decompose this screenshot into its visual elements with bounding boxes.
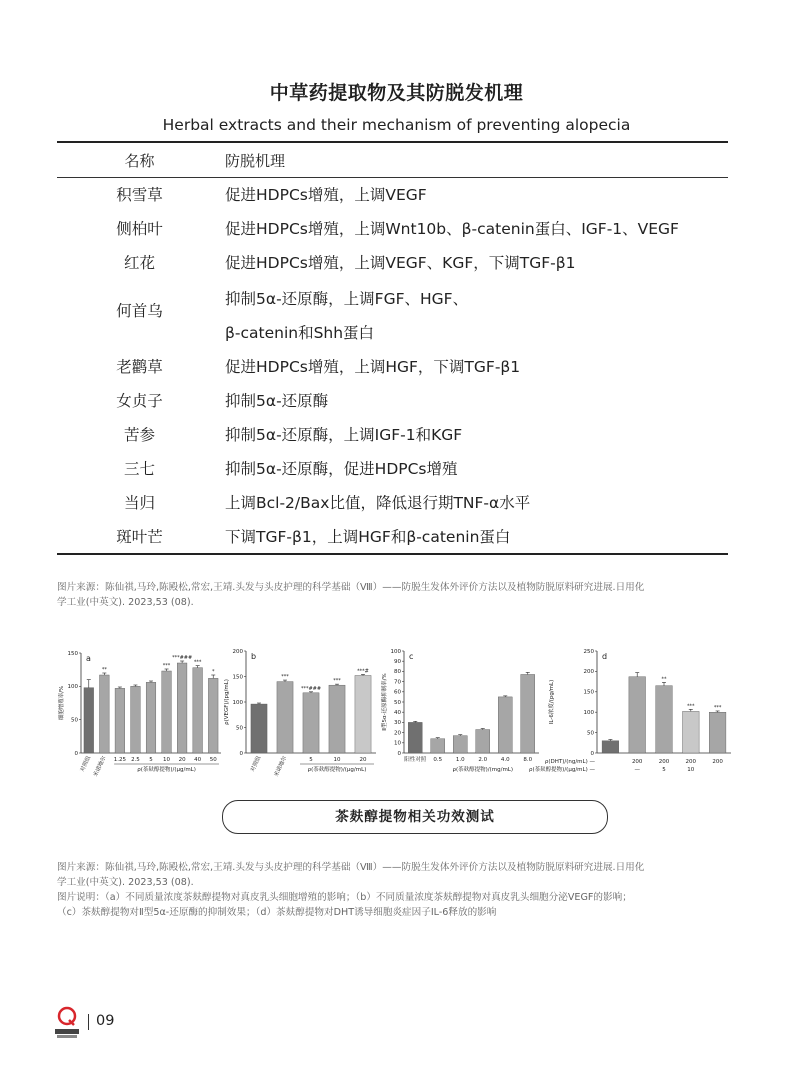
y-tick-label: 250 — [583, 648, 594, 655]
y-tick-label: 100 — [390, 648, 401, 655]
panel-letter: a — [86, 654, 91, 663]
y-tick-label: 90 — [394, 659, 401, 665]
mechanism-line: 上调Bcl-2/Bax比值，降低退行期TNF-α水平 — [225, 494, 531, 512]
herb-mechanism — [225, 183, 725, 208]
footer-separator — [88, 1014, 89, 1030]
x-tick-label: 40 — [194, 757, 202, 763]
bar — [408, 722, 422, 753]
chart-panel-d — [529, 645, 735, 780]
herb-name: 当归 — [123, 494, 155, 512]
panel-letter: d — [602, 652, 608, 661]
x-tick-label: 10 — [333, 757, 341, 763]
brand-logo — [55, 1006, 79, 1040]
y-tick-label: 0 — [397, 750, 401, 757]
row1-value: 200 — [712, 759, 723, 765]
herb-mechanism — [225, 287, 725, 346]
y-tick-label: 0 — [74, 750, 78, 757]
herb-name: 苦参 — [123, 426, 155, 444]
y-tick-label: 70 — [394, 679, 401, 686]
bar — [84, 688, 94, 753]
bar — [521, 674, 535, 753]
bar — [355, 675, 371, 753]
herb-name: 女贞子 — [116, 392, 163, 410]
source-note-1-line2: 学工业(中英文). 2023,53 (08). — [57, 597, 194, 608]
panel-letter: b — [251, 652, 257, 661]
herb-mechanism — [225, 389, 725, 414]
y-tick-label: 200 — [232, 648, 243, 655]
table-top-rule — [57, 141, 728, 143]
x-tick-label: 4.0 — [500, 757, 510, 763]
x-tick-label: 5 — [149, 757, 153, 763]
row1-value: 200 — [631, 759, 643, 765]
mechanism-line: 促进HDPCs增殖，上调HGF，下调TGF-β1 — [225, 358, 521, 376]
x-tick-label: 10 — [163, 757, 171, 763]
herb-name: 何首乌 — [116, 302, 163, 320]
x-tick-label: 2.5 — [131, 757, 140, 763]
significance-label: *** — [193, 659, 202, 666]
x-group-label: ρ(茶麸醇提物)/(μg/mL) — [137, 767, 196, 773]
table-header-mechanism: 防脱机理 — [225, 152, 286, 170]
y-tick-label: 50 — [587, 730, 594, 737]
x-tick-label: 阳性对照 — [404, 757, 427, 763]
mechanism-line: β-catenin和Shh蛋白 — [225, 324, 375, 342]
bar — [498, 697, 512, 753]
y-axis-label: IL-6浓度/(pg/mL) — [549, 679, 555, 725]
row1-label: ρ(DHT)/(ng/mL) — — [544, 759, 595, 765]
significance-label: ** — [101, 667, 107, 673]
section-pill-label: 茶麸醇提物相关功效测试 — [222, 800, 608, 834]
mechanism-line: 下调TGF-β1，上调HGF和β-catenin蛋白 — [225, 528, 511, 546]
herb-mechanism — [225, 251, 725, 276]
y-tick-label: 40 — [394, 710, 401, 716]
y-tick-label: 0 — [239, 750, 243, 757]
page-number: 09 — [96, 1013, 115, 1029]
x-tick-label: 1.0 — [455, 757, 465, 763]
herb-mechanism — [225, 525, 725, 550]
row2-value: 10 — [687, 767, 695, 773]
bar — [431, 739, 445, 753]
bar — [329, 685, 345, 753]
y-axis-label: Ⅱ型5α-还原酶抑制率/% — [382, 673, 388, 731]
mechanism-line: 抑制5α-还原酶，上调FGF、HGF、 — [225, 290, 469, 308]
significance-label: *** — [281, 674, 289, 681]
chart-panel-a — [55, 645, 225, 780]
table-bottom-rule — [57, 553, 728, 555]
x-tick-label: 50 — [209, 757, 217, 763]
source-note-2-line4: （c）茶麸醇提物对Ⅱ型5α-还原酶的抑制效果；（d）茶麸醇提物对DHT诱导细胞炎症因子IL-6释放的影响 — [57, 907, 497, 918]
x-tick-label: 2.0 — [478, 757, 488, 763]
bar — [115, 688, 125, 753]
bar — [162, 671, 172, 753]
herb-name: 斑叶芒 — [116, 528, 163, 546]
y-tick-label: 150 — [67, 650, 78, 657]
mechanism-line: 促进HDPCs增殖，上调Wnt10b、β-catenin蛋白、IGF-1、VEGF — [225, 220, 679, 238]
x-tick-label: 1.25 — [113, 757, 127, 763]
y-tick-label: 80 — [394, 669, 401, 676]
source-note-2-line1: 图片来源：陈仙祺,马玲,陈殿松,常宏,王靖.头发与头皮护理的科学基础（Ⅷ）——防脱生发体外评价方法以及植物防脱原料研究进展.日用化 — [57, 862, 645, 873]
bar — [131, 686, 141, 753]
x-tick-label: 5 — [309, 757, 313, 763]
mechanism-line: 抑制5α-还原酶，上调IGF-1和KGF — [225, 426, 463, 444]
bar — [682, 711, 699, 753]
y-tick-label: 100 — [232, 699, 243, 706]
page-subtitle: Herbal extracts and their mechanism of preventing alopecia — [162, 116, 631, 134]
page-title: 中草药提取物及其防脱发机理 — [269, 82, 524, 104]
herb-name: 老鹳草 — [116, 358, 163, 376]
significance-label: ** — [661, 676, 667, 683]
source-note-1-line1: 图片来源：陈仙祺,马玲,陈殿松,常宏,王靖.头发与头皮护理的科学基础（Ⅷ）——防脱生发体外评价方法以及植物防脱原料研究进展.日用化 — [57, 582, 645, 593]
significance-label: ***# — [357, 668, 369, 675]
y-tick-label: 50 — [394, 699, 401, 706]
x-tick-label: 8.0 — [523, 757, 533, 763]
x-group-label: ρ(茶麸醇提物)/(mg/mL) — [452, 767, 514, 773]
bar — [146, 682, 156, 753]
bar — [629, 677, 646, 753]
y-tick-label: 150 — [232, 674, 243, 681]
mechanism-line: 抑制5α-还原酶 — [225, 392, 329, 410]
x-group-label: ρ(茶麸醇提物)/(μg/mL) — [307, 767, 367, 773]
bar — [208, 678, 218, 753]
y-tick-label: 150 — [583, 689, 594, 696]
row1-value: 200 — [658, 759, 670, 765]
y-tick-label: 200 — [583, 669, 594, 676]
mechanism-line: 促进HDPCs增殖，上调VEGF — [225, 186, 427, 204]
x-tick-label: 0.5 — [433, 757, 443, 763]
mechanism-line: 促进HDPCs增殖，上调VEGF、KGF，下调TGF-β1 — [225, 254, 576, 272]
bar — [453, 736, 467, 753]
bar — [476, 730, 490, 753]
table-header-rule — [57, 177, 728, 178]
x-tick-label: 米诺地尔 — [92, 755, 108, 778]
y-axis-label: 细胞增殖率/% — [59, 685, 65, 721]
y-tick-label: 60 — [394, 689, 401, 696]
bar — [100, 675, 110, 753]
herb-name: 侧柏叶 — [116, 220, 163, 238]
significance-label: ***### — [300, 685, 322, 692]
panel-letter: c — [409, 652, 414, 661]
significance-label: *** — [162, 663, 171, 669]
bar — [251, 704, 267, 753]
y-tick-label: 10 — [394, 740, 401, 747]
bar — [177, 663, 187, 753]
y-tick-label: 30 — [394, 720, 401, 727]
source-note-2 — [57, 860, 737, 920]
x-tick-label: 20 — [359, 757, 367, 763]
chart-panel-c — [378, 645, 543, 780]
y-tick-label: 100 — [583, 710, 594, 716]
row2-label: ρ(茶麸醇提物)/(μg/mL) — — [529, 767, 595, 773]
chart-panel-b — [220, 645, 380, 780]
source-note-2-line2: 学工业(中英文). 2023,53 (08). — [57, 877, 194, 888]
herb-mechanism — [225, 423, 725, 448]
y-axis-label: ρ(VEGF)/(pg/mL) — [224, 679, 230, 725]
x-tick-label: 20 — [178, 757, 186, 763]
bar — [656, 686, 673, 753]
table-header-name: 名称 — [124, 152, 155, 170]
x-tick-label: 对照组 — [249, 755, 263, 773]
source-note-1 — [57, 580, 737, 610]
significance-label: ***### — [172, 655, 193, 661]
y-tick-label: 50 — [236, 725, 243, 732]
herb-mechanism — [225, 491, 725, 516]
bar — [602, 741, 619, 753]
herb-mechanism — [225, 217, 725, 242]
herb-name: 红花 — [123, 254, 155, 272]
y-tick-label: 0 — [590, 750, 594, 757]
row2-value: 5 — [662, 767, 666, 773]
herb-mechanism — [225, 457, 725, 482]
x-tick-label: 对照组 — [79, 755, 93, 773]
source-note-2-line3: 图片说明：（a）不同质量浓度茶麸醇提物对真皮乳头细胞增殖的影响；（b）不同质量浓度茶麸醇提物对真皮乳头细胞分泌VEGF的影响； — [57, 892, 632, 903]
row2-value: — — [634, 767, 640, 773]
bar — [303, 693, 319, 753]
herb-name: 三七 — [123, 460, 155, 478]
herb-name: 积雪草 — [116, 186, 163, 204]
mechanism-line: 抑制5α-还原酶，促进HDPCs增殖 — [225, 460, 458, 478]
bar — [709, 712, 726, 753]
significance-label: *** — [713, 704, 722, 711]
significance-label: *** — [333, 678, 341, 685]
significance-label: *** — [687, 703, 695, 710]
row1-value: 200 — [685, 759, 697, 765]
y-tick-label: 100 — [67, 684, 78, 691]
y-tick-label: 20 — [394, 730, 401, 737]
significance-label: * — [211, 669, 215, 675]
bar — [193, 668, 203, 753]
bar — [277, 682, 293, 753]
y-tick-label: 50 — [71, 717, 78, 724]
herb-mechanism — [225, 355, 725, 380]
x-tick-label: 米诺地尔 — [273, 755, 289, 778]
